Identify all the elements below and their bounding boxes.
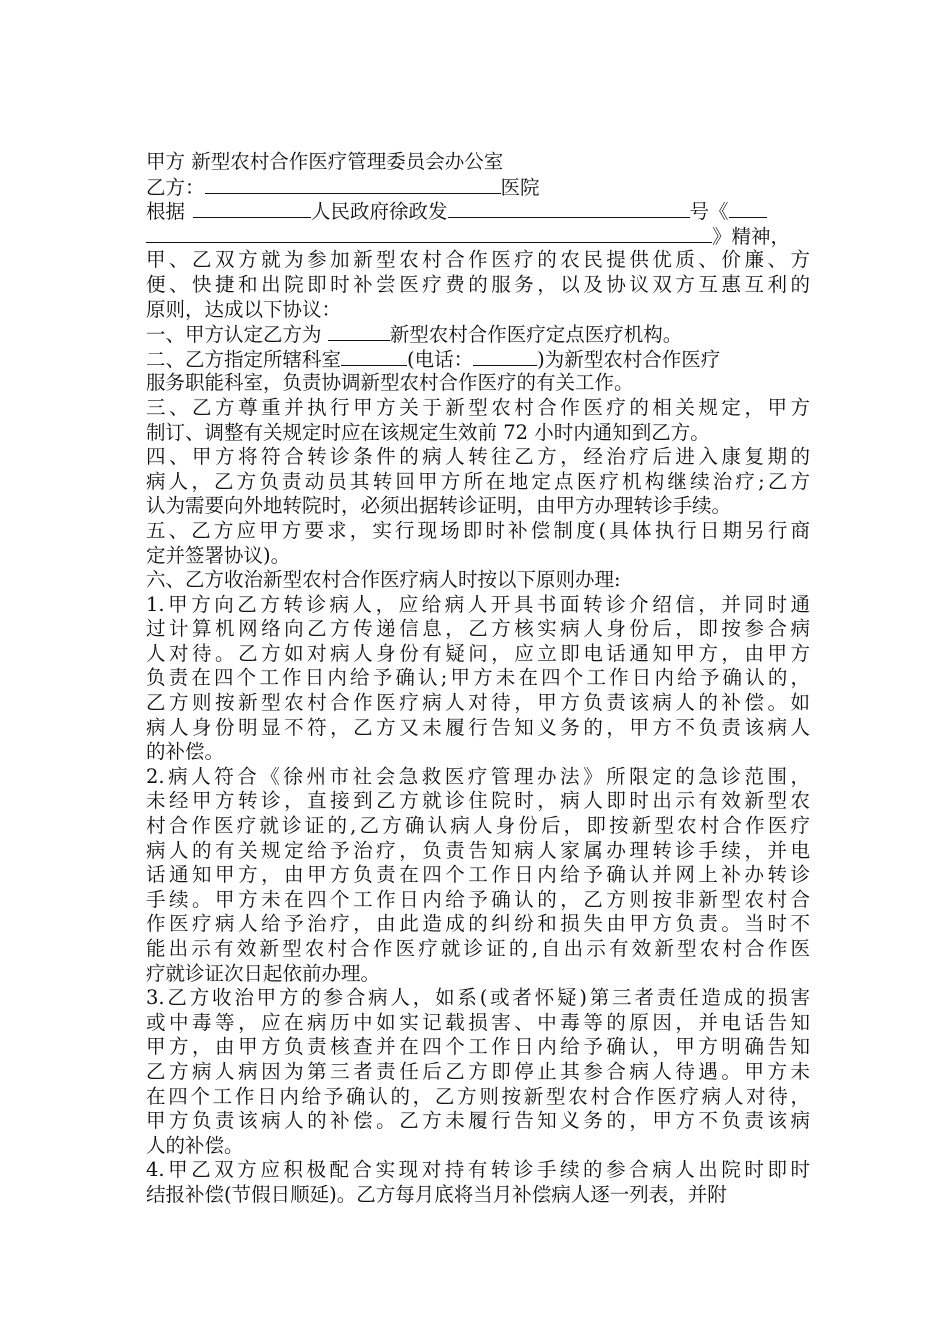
- paragraph-line: 四、甲方将符合转诊条件的病人转往乙方，经治疗后进入康复期的: [146, 445, 810, 469]
- clause-5: [146, 519, 810, 568]
- clause-2-phone-label: (电话：: [407, 347, 474, 371]
- basis-blank-3: [729, 199, 767, 218]
- paragraph-line: 1.甲方向乙方转诊病人，应给病人开具书面转诊介绍信，并同时通: [146, 592, 810, 616]
- item-1: [146, 593, 810, 765]
- paragraph-line: 病人的有关规定给予治疗，负责告知病人家属办理转诊手续，并电: [146, 838, 810, 862]
- party-a-text: 甲方 新型农村合作医疗管理委员会办公室: [146, 150, 504, 173]
- basis-spirit-line: [146, 224, 810, 249]
- basis-line: [146, 199, 810, 224]
- clause-2-prefix: 二、乙方指定所辖科室: [146, 347, 342, 371]
- paragraph-line: 结报补偿(节假日顺延)。乙方每月底将当月补偿病人逐一列表，并附: [146, 1182, 727, 1206]
- paragraph-line: 甲方，由甲方负责核查并在四个工作日内给予确认，甲方明确告知: [146, 1035, 810, 1059]
- paragraph-line: 乙方病人病因为第三者责任后乙方即停止其参合病人待遇。甲方未: [146, 1059, 810, 1083]
- paragraph-line: 人对待。乙方如对病人身份有疑问，应立即电话通知甲方，由甲方: [146, 641, 810, 665]
- paragraph-line: 或中毒等，应在病历中如实记载损害、中毒等的原因，并电话告知: [146, 1010, 810, 1034]
- paragraph-line: 服务职能科室，负责协调新型农村合作医疗的有关工作。: [146, 371, 634, 395]
- basis-no-text: 号《: [689, 200, 729, 224]
- paragraph-line: 乙方则按新型农村合作医疗病人对待，甲方负责该病人的补偿。如: [146, 691, 810, 715]
- paragraph-line: 村合作医疗就诊证的,乙方确认病人身份后，即按新型农村合作医疗: [146, 814, 810, 838]
- paragraph-line: 五、乙方应甲方要求，实行现场即时补偿制度(具体执行日期另行商: [146, 518, 810, 542]
- paragraph-line: 甲、乙双方就为参加新型农村合作医疗的农民提供优质、价廉、方: [146, 248, 810, 272]
- party-b-suffix: 医院: [500, 175, 540, 199]
- paragraph-line: 病人，乙方负责动员其转回甲方所在地定点医疗机构继续治疗;乙方: [146, 469, 810, 493]
- agreement-body: [146, 150, 810, 1208]
- paragraph-line: 话通知甲方，由甲方负责在四个工作日内给予确认并网上补办转诊: [146, 863, 810, 887]
- clause-2-phone-blank: [473, 347, 537, 366]
- basis-gov-text: 人民政府徐政发: [311, 200, 448, 224]
- clause-1-suffix: 新型农村合作医疗定点医疗机构。: [389, 323, 683, 347]
- clause-4: [146, 445, 810, 519]
- paragraph-line: 人的补偿。: [146, 1133, 244, 1157]
- clause-2-rest: [146, 371, 810, 396]
- basis-spirit-text: 》精神，: [712, 224, 791, 248]
- clause-1-prefix: 一、甲方认定乙方为: [146, 323, 328, 347]
- paragraph-line: 定并签署协议)。: [146, 543, 291, 567]
- paragraph-line: 原则，达成以下协议：: [146, 297, 342, 321]
- clause-1-blank: [328, 322, 390, 341]
- party-a-line: [146, 150, 810, 175]
- item-3: [146, 986, 810, 1158]
- item-4: [146, 1158, 810, 1207]
- party-b-line: [146, 175, 810, 200]
- paragraph-line: 手续。甲方未在四个工作日内给予确认的，乙方则按非新型农村合: [146, 887, 810, 911]
- paragraph-line: 过计算机网络向乙方传递信息，乙方核实病人身份后，即按参合病: [146, 617, 810, 641]
- clause-2: [146, 347, 810, 372]
- party-b-label: 乙方：: [146, 175, 205, 199]
- paragraph-line: 便、快捷和出院即时补尝医疗费的服务，以及协议双方互惠互利的: [146, 272, 810, 296]
- clause-3: [146, 396, 810, 445]
- paragraph-line: 疗就诊证次日起依前办理。: [146, 961, 381, 985]
- clause-6: [146, 568, 810, 593]
- party-b-blank: [205, 175, 501, 194]
- paragraph-line: 甲方负责该病人的补偿。乙方未履行告知义务的，甲方不负责该病: [146, 1109, 810, 1133]
- item-2: [146, 765, 810, 986]
- paragraph-line: 2.病人符合《徐州市社会急救医疗管理办法》所限定的急诊范围，: [146, 764, 810, 788]
- document-title-blank: [146, 224, 712, 243]
- paragraph-line: 的补偿。: [146, 740, 225, 764]
- paragraph-line: 在四个工作日内给予确认的，乙方则按新型农村合作医疗病人对待，: [146, 1084, 810, 1108]
- paragraph-line: 病人身份明显不符，乙方又未履行告知义务的，甲方不负责该病人: [146, 715, 810, 739]
- paragraph-line: 负责在四个工作日内给予确认;甲方未在四个工作日内给予确认的，: [146, 666, 810, 690]
- basis-blank-1: [193, 199, 311, 218]
- basis-label: 根据: [146, 200, 186, 224]
- paragraph-line: 未经甲方转诊，直接到乙方就诊住院时，病人即时出示有效新型农: [146, 789, 810, 813]
- paragraph-line: 作医疗病人给予治疗，由此造成的纠纷和损失由甲方负责。当时不: [146, 912, 810, 936]
- paragraph-line: 制订、调整有关规定时应在该规定生效前 72 小时内通知到乙方。: [146, 420, 710, 444]
- paragraph-line: 六、乙方收治新型农村合作医疗病人时按以下原则办理:: [146, 568, 621, 592]
- paragraph-line: 认为需要向外地转院时，必须出据转诊证明，由甲方办理转诊手续。: [146, 494, 732, 518]
- clause-2-suffix: )为新型农村合作医疗: [537, 347, 721, 371]
- paragraph-line: 4.甲乙双方应积极配合实现对持有转诊手续的参合病人出院时即时: [146, 1158, 810, 1182]
- intro-paragraph: [146, 248, 810, 322]
- clause-2-dept-blank: [341, 347, 407, 366]
- paragraph-line: 能出示有效新型农村合作医疗就诊证的,自出示有效新型农村合作医: [146, 937, 810, 960]
- basis-blank-2: [448, 199, 690, 218]
- paragraph-line: 3.乙方收治甲方的参合病人，如系(或者怀疑)第三者责任造成的损害: [146, 986, 810, 1010]
- paragraph-line: 三、乙方尊重并执行甲方关于新型农村合作医疗的相关规定，甲方: [146, 395, 810, 419]
- clause-1: [146, 322, 810, 347]
